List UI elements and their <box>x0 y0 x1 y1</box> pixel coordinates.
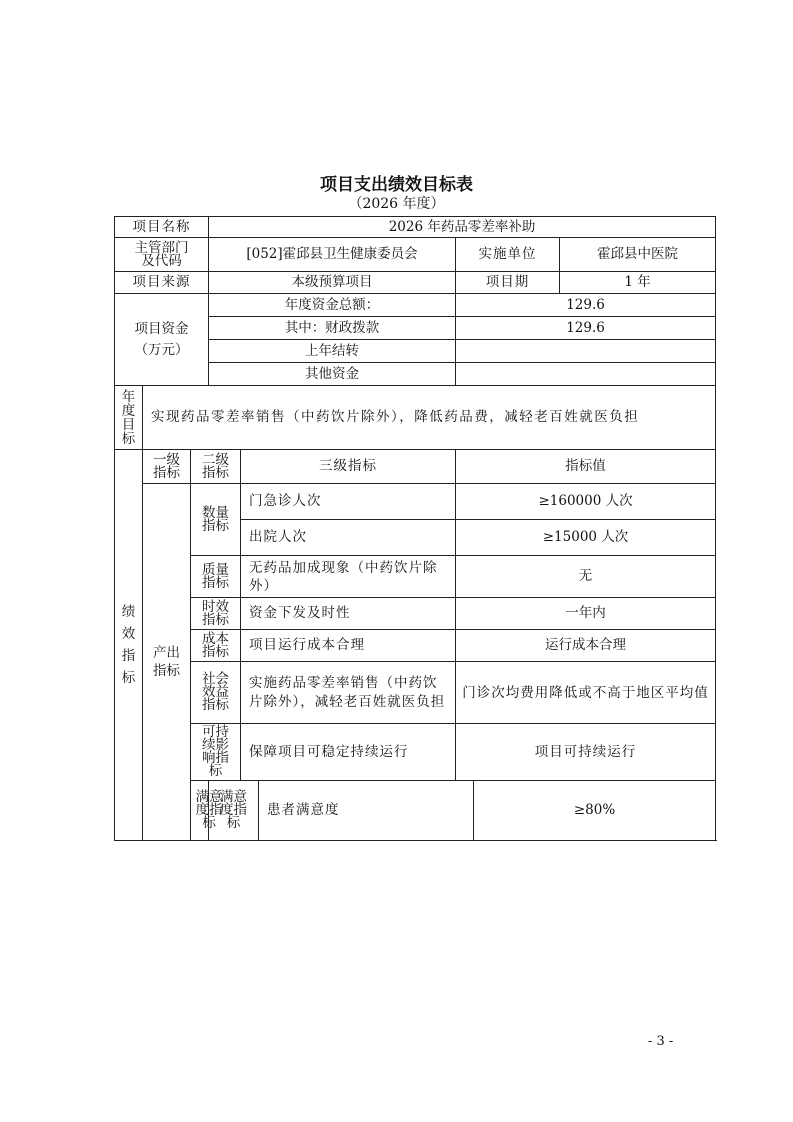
level1-header: 一级指标 <box>143 450 191 484</box>
row-outpatient <box>115 484 716 520</box>
row-department <box>115 238 716 272</box>
row-funds-total <box>115 294 716 317</box>
source-value: 本级预算项目 <box>209 272 456 294</box>
sustain-name: 保障项目可稳定持续运行 <box>241 724 456 781</box>
row-annual-goal <box>115 386 716 450</box>
discharge-value: ≥15000 人次 <box>456 520 716 556</box>
row-timeliness <box>115 598 716 630</box>
quality-name: 无药品加成现象（中药饮片除外） <box>241 556 456 598</box>
level2-header: 二级指标 <box>191 450 241 484</box>
output-indicators-label: 产出指标 <box>143 484 191 841</box>
page-title: 项目支出绩效目标表 <box>320 175 473 195</box>
row-project-name <box>115 217 716 238</box>
outpatient-name: 门急诊人次 <box>241 484 456 520</box>
project-name-label: 项目名称 <box>115 217 209 238</box>
outpatient-value: ≥160000 人次 <box>456 484 716 520</box>
timeliness-value: 一年内 <box>456 598 716 630</box>
annual-goal-text: 实现药品零差率销售（中药饮片除外），降低药品费，减轻老百姓就医负担 <box>143 386 716 450</box>
satisfaction-value: ≥80% <box>474 781 716 841</box>
quantity-indicators-label: 数量指标 <box>191 484 241 556</box>
funds-carryover-label: 上年结转 <box>209 340 456 363</box>
funds-fiscal-value: 129.6 <box>456 317 716 340</box>
row-cost <box>115 630 716 662</box>
cost-indicators-label: 成本指标 <box>191 630 241 662</box>
funds-label: 项目资金（万元） <box>115 294 209 386</box>
satisfaction-name: 患者满意度 <box>259 781 474 841</box>
level3-header: 三级指标 <box>241 450 456 484</box>
social-indicators-label: 社会效益指标 <box>191 662 241 724</box>
timeliness-indicators-label: 时效指标 <box>191 598 241 630</box>
row-social <box>115 662 716 724</box>
social-value: 门诊次均费用降低或不高于地区平均值 <box>456 662 716 724</box>
performance-goal-table <box>114 216 716 841</box>
row-sustain <box>115 724 716 781</box>
cost-value: 运行成本合理 <box>456 630 716 662</box>
funds-total-value: 129.6 <box>456 294 716 317</box>
period-label: 项目期 <box>456 272 560 294</box>
quality-value: 无 <box>456 556 716 598</box>
funds-fiscal-label: 其中：财政拨款 <box>209 317 456 340</box>
page-subtitle: （2026 年度） <box>348 196 445 212</box>
funds-carryover-value <box>456 340 716 363</box>
cost-name: 项目运行成本合理 <box>241 630 456 662</box>
period-value: 1 年 <box>560 272 716 294</box>
quality-indicators-label: 质量指标 <box>191 556 241 598</box>
sustain-indicators-label: 可持续影响指标 <box>191 724 241 781</box>
department-label: 主管部门及代码 <box>115 238 209 272</box>
indicator-value-header: 指标值 <box>456 450 716 484</box>
funds-other-label: 其他资金 <box>209 363 456 386</box>
page-number: - 3 - <box>648 1034 674 1049</box>
row-quality <box>115 556 716 598</box>
sustain-value: 项目可持续运行 <box>456 724 716 781</box>
project-name-value: 2026 年药品零差率补助 <box>209 217 716 238</box>
department-value: [052]霍邱县卫生健康委员会 <box>209 238 456 272</box>
social-name: 实施药品零差率销售（中药饮片除外），减轻老百姓就医负担 <box>241 662 456 724</box>
timeliness-name: 资金下发及时性 <box>241 598 456 630</box>
row-satisfaction <box>115 781 716 841</box>
satisfaction-level1-label: 满意度指标 <box>191 781 209 841</box>
satisfaction-level2-label: 满意度指标 <box>209 781 259 841</box>
annual-goal-label: 年度目标 <box>115 386 143 450</box>
row-indicator-header <box>115 450 716 484</box>
funds-total-label: 年度资金总额： <box>209 294 456 317</box>
implementing-unit-label: 实施单位 <box>456 238 560 272</box>
performance-indicators-label: 绩效指标 <box>115 450 143 841</box>
row-source <box>115 272 716 294</box>
funds-other-value <box>456 363 716 386</box>
discharge-name: 出院人次 <box>241 520 456 556</box>
implementing-unit-value: 霍邱县中医院 <box>560 238 716 272</box>
source-label: 项目来源 <box>115 272 209 294</box>
